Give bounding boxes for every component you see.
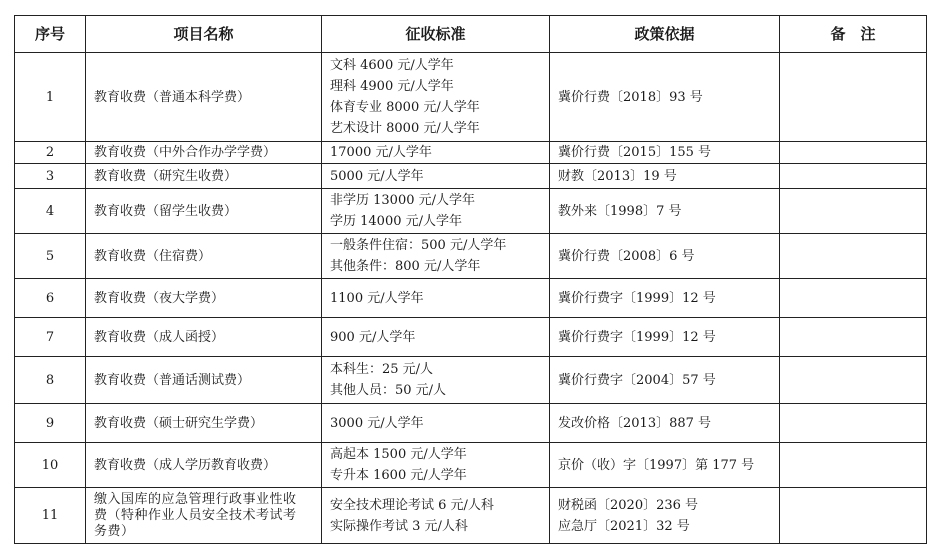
table-row [15, 357, 927, 404]
standard-line: 1100 元/人学年 [330, 290, 424, 306]
row-name: 教育收费（普通话测试费） [86, 357, 322, 404]
row-standard [322, 234, 550, 279]
row-no: 5 [15, 234, 86, 279]
basis-line: 冀价行费字〔2004〕57 号 [558, 372, 716, 388]
basis-line: 冀价行费字〔1999〕12 号 [558, 329, 716, 345]
standard-line: 其他人员：50 元/人 [330, 383, 447, 398]
row-name: 教育收费（夜大学费） [86, 279, 322, 318]
row-standard [322, 404, 550, 443]
standard-line: 高起本 1500 元/人学年 [330, 447, 467, 462]
header-remarks: 备 注 [780, 16, 927, 53]
table-row [15, 488, 927, 544]
row-basis [550, 279, 780, 318]
standard-line: 非学历 13000 元/人学年 [330, 193, 475, 208]
row-standard [322, 142, 550, 164]
row-remarks [780, 404, 927, 443]
row-remarks [780, 142, 927, 164]
row-standard [322, 357, 550, 404]
row-no: 9 [15, 404, 86, 443]
standard-line: 艺术设计 8000 元/人学年 [330, 121, 480, 136]
table-row [15, 318, 927, 357]
basis-line: 冀价行费〔2008〕6 号 [558, 248, 695, 264]
table-row [15, 189, 927, 234]
row-basis [550, 234, 780, 279]
row-remarks [780, 189, 927, 234]
row-remarks [780, 164, 927, 189]
row-standard [322, 318, 550, 357]
row-basis [550, 488, 780, 544]
row-standard [322, 443, 550, 488]
basis-line: 冀价行费〔2018〕93 号 [558, 89, 703, 105]
row-basis [550, 189, 780, 234]
table-row [15, 404, 927, 443]
row-basis [550, 404, 780, 443]
standard-line: 理科 4900 元/人学年 [330, 79, 454, 94]
table-row [15, 234, 927, 279]
header-name: 项目名称 [86, 16, 322, 53]
row-standard [322, 189, 550, 234]
basis-line: 教外来〔1998〕7 号 [558, 203, 682, 219]
name-line: 缴入国库的应急管理行政事业性收 [94, 491, 297, 507]
row-remarks [780, 279, 927, 318]
row-name: 教育收费（留学生收费） [86, 189, 322, 234]
row-name: 教育收费（研究生收费） [86, 164, 322, 189]
row-no: 4 [15, 189, 86, 234]
standard-line: 文科 4600 元/人学年 [330, 58, 454, 73]
row-remarks [780, 318, 927, 357]
standard-line: 实际操作考试 3 元/人科 [330, 518, 468, 534]
header-basis: 政策依据 [550, 16, 780, 53]
row-basis [550, 53, 780, 142]
basis-line: 财税函〔2020〕236 号 [558, 497, 699, 513]
basis-line: 财教〔2013〕19 号 [558, 168, 677, 184]
standard-line: 一般条件住宿：500 元/人学年 [330, 238, 507, 253]
row-no: 1 [15, 53, 86, 142]
fee-table [14, 15, 927, 544]
row-standard [322, 53, 550, 142]
name-line: 费（特种作业人员安全技术考试考 [94, 507, 297, 523]
basis-line: 应急厅〔2021〕32 号 [558, 518, 690, 534]
row-basis [550, 443, 780, 488]
standard-line: 本科生：25 元/人 [330, 362, 434, 377]
row-basis [550, 142, 780, 164]
row-name [86, 488, 322, 544]
row-no: 6 [15, 279, 86, 318]
row-no: 7 [15, 318, 86, 357]
row-standard [322, 279, 550, 318]
table-row [15, 53, 927, 142]
row-remarks [780, 53, 927, 142]
row-no: 8 [15, 357, 86, 404]
basis-line: 发改价格〔2013〕887 号 [558, 415, 712, 431]
row-no: 2 [15, 142, 86, 164]
standard-line: 3000 元/人学年 [330, 415, 424, 431]
table-row [15, 443, 927, 488]
standard-line: 学历 14000 元/人学年 [330, 214, 462, 229]
table-row [15, 279, 927, 318]
basis-line: 京价（收）字〔1997〕第 177 号 [558, 457, 755, 473]
name-line: 务费） [94, 523, 135, 539]
header-no: 序号 [15, 16, 86, 53]
header-row [15, 16, 927, 53]
basis-line: 冀价行费〔2015〕155 号 [558, 145, 712, 160]
row-remarks [780, 488, 927, 544]
header-standard: 征收标准 [322, 16, 550, 53]
row-basis [550, 318, 780, 357]
row-no: 11 [15, 488, 86, 544]
row-name: 教育收费（成人学历教育收费） [86, 443, 322, 488]
row-standard [322, 488, 550, 544]
table-row [15, 142, 927, 164]
row-basis [550, 357, 780, 404]
standard-line: 900 元/人学年 [330, 329, 416, 345]
row-basis [550, 164, 780, 189]
row-no: 10 [15, 443, 86, 488]
row-name: 教育收费（住宿费） [86, 234, 322, 279]
row-remarks [780, 234, 927, 279]
standard-line: 安全技术理论考试 6 元/人科 [330, 497, 494, 513]
row-remarks [780, 443, 927, 488]
row-name: 教育收费（普通本科学费） [86, 53, 322, 142]
standard-line: 体育专业 8000 元/人学年 [330, 100, 480, 115]
standard-line: 17000 元/人学年 [330, 145, 432, 160]
row-standard [322, 164, 550, 189]
row-name: 教育收费（中外合作办学学费） [86, 142, 322, 164]
row-no: 3 [15, 164, 86, 189]
table-row [15, 164, 927, 189]
row-name: 教育收费（硕士研究生学费） [86, 404, 322, 443]
row-name: 教育收费（成人函授） [86, 318, 322, 357]
standard-line: 专升本 1600 元/人学年 [330, 468, 467, 483]
row-remarks [780, 357, 927, 404]
basis-line: 冀价行费字〔1999〕12 号 [558, 290, 716, 306]
standard-line: 其他条件：800 元/人学年 [330, 259, 481, 274]
standard-line: 5000 元/人学年 [330, 168, 424, 184]
